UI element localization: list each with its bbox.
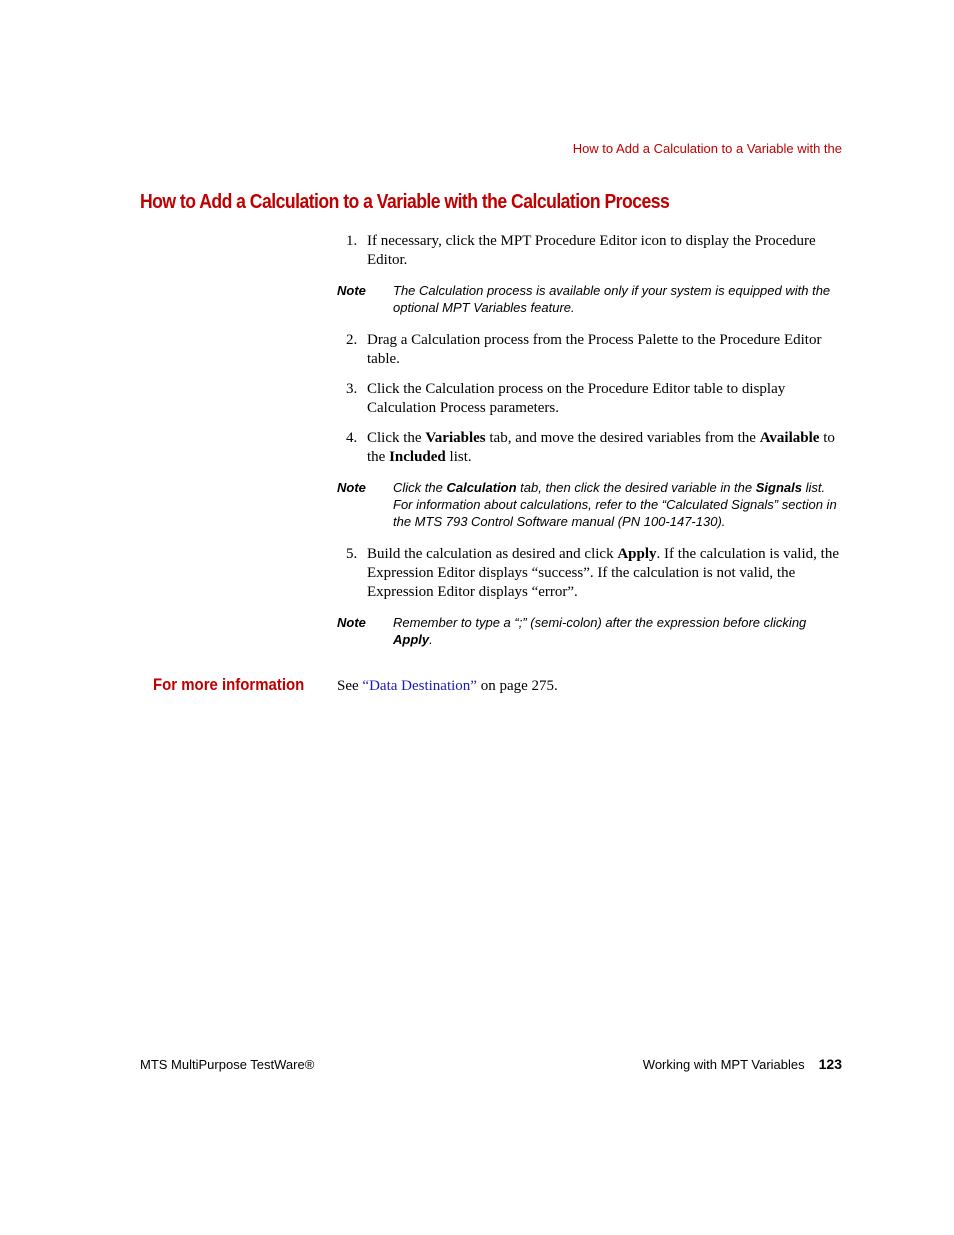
note-text [393,480,837,529]
more-info-suffix: on page 275. [476,678,558,694]
included-list-term: Included [389,449,446,465]
step-text-part: list. [445,449,472,465]
note-text-part: tab, then click the desired variable in the [516,480,756,495]
note-2 [337,479,842,530]
page-title: How to Add a Calculation to a Variable with the Calculation Process [140,191,670,213]
more-info-heading: For more information [153,675,305,694]
step-text-part: tab, and move the desired variables from the [485,430,760,446]
page-number: 123 [818,1056,842,1072]
step-text-part: Build the calculation as desired and click [367,546,618,562]
footer-product-name: MTS MultiPurpose TestWare® [140,1057,315,1072]
step-2 [337,331,842,369]
step-number: 5. [346,546,358,562]
running-header: How to Add a Calculation to a Variable with the [572,141,842,156]
note-label: Note [337,615,366,630]
procedure-content [337,232,842,663]
step-text [367,546,839,600]
step-text: Click the Calculation process on the Procedure Editor table to display Calculation Process parameters. [367,381,786,416]
step-text [367,430,835,465]
apply-term: Apply [617,546,657,562]
note-text-part: . [429,632,433,647]
step-text-part: Click the [367,430,426,446]
step-3 [337,380,842,418]
step-text-part: . If the calculation is valid, the Expression Editor displays “success”. If the calculation is not valid, the Expression Editor displays “error”. [367,546,839,600]
signals-list-term: Signals [755,480,802,495]
step-number: 3. [346,381,358,397]
step-text: Drag a Calculation process from the Process Palette to the Procedure Editor table. [367,332,822,367]
step-1 [337,232,842,270]
more-info-text [337,678,558,695]
note-text: The Calculation process is available only if your system is equipped with the optional MPT Variables feature. [393,283,831,315]
step-text-part: to the [367,430,835,465]
calculation-tab-term: Calculation [446,480,517,495]
footer-right [643,1056,842,1072]
step-text: If necessary, click the MPT Procedure Editor icon to display the Procedure Editor. [367,233,816,268]
footer-section-title: Working with MPT Variables [642,1057,805,1072]
step-5 [337,545,842,602]
more-info-prefix: See [337,678,363,694]
data-destination-link[interactable]: “Data Destination” [362,678,477,694]
note-text-part: Remember to type a “;” (semi-colon) after the expression before clicking [393,615,807,630]
note-3 [337,614,842,648]
note-1 [337,282,842,316]
note-text-part: list. For information about calculations, refer to the “Calculated Signals” section in the MTS 793 Control Software manual (PN 100-147-130). [393,480,837,529]
note-text-part: Click the [393,480,447,495]
step-number: 4. [346,430,358,446]
step-4 [337,429,842,467]
apply-term: Apply [393,632,430,647]
note-label: Note [337,480,366,495]
step-number: 1. [346,233,358,249]
variables-tab-term: Variables [425,430,486,446]
step-number: 2. [346,332,358,348]
available-list-term: Available [759,430,820,446]
note-label: Note [337,283,366,298]
note-text [393,615,806,647]
